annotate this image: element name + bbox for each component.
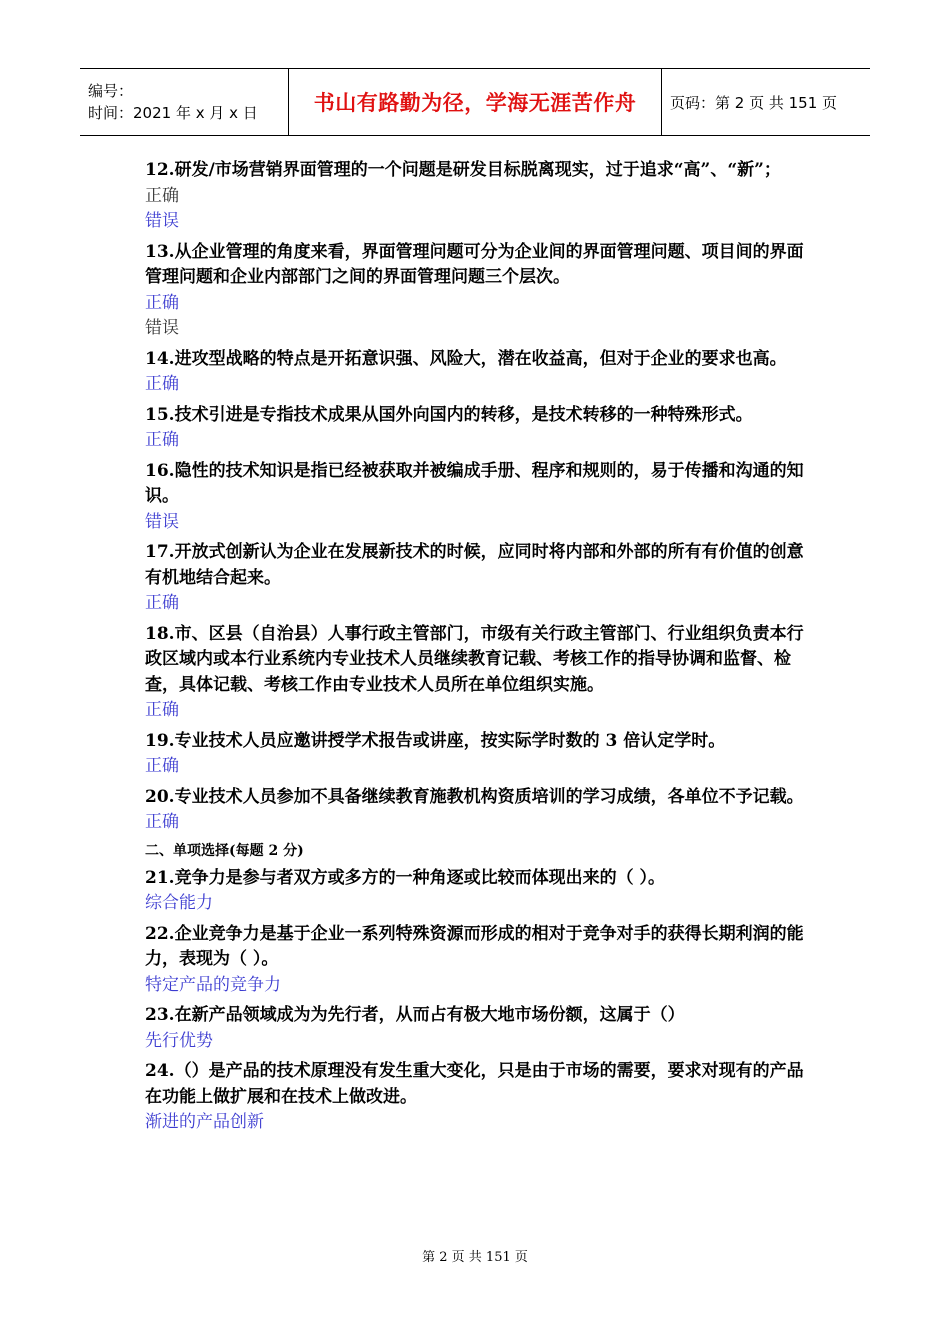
answer[interactable]: 渐进的产品创新 bbox=[145, 1112, 264, 1132]
answer[interactable]: 正确 bbox=[145, 756, 179, 776]
answer[interactable]: 先行优势 bbox=[145, 1030, 213, 1051]
question-text: 16.隐性的技术知识是指已经被获取并被编成手册、程序和规则的，易于传播和沟通的知识。 bbox=[145, 460, 804, 506]
header-meta bbox=[80, 69, 289, 136]
answer[interactable]: 正确 bbox=[145, 374, 179, 394]
question-item bbox=[145, 922, 810, 999]
question-item bbox=[145, 729, 810, 780]
option-correct[interactable]: 正确 bbox=[145, 185, 179, 206]
question-text: 15.技术引进是专指技术成果从国外向国内的转移，是技术转移的一种特殊形式。 bbox=[145, 404, 753, 425]
option-wrong[interactable]: 错误 bbox=[145, 318, 179, 338]
header-motto-cell bbox=[289, 69, 662, 136]
number-label: 编号： bbox=[88, 82, 134, 100]
page-label: 页码：第 2 页 共 151 页 bbox=[662, 69, 871, 136]
question-item bbox=[145, 540, 810, 617]
question-text: 21.竞争力是参与者双方或多方的一种角逐或比较而体现出来的（ ）。 bbox=[145, 867, 665, 888]
option-correct[interactable]: 正确 bbox=[145, 292, 179, 313]
question-item bbox=[145, 622, 810, 724]
question-item bbox=[145, 459, 810, 536]
question-item bbox=[145, 240, 810, 342]
motto: 书山有路勤为径，学海无涯苦作舟 bbox=[313, 91, 637, 115]
question-item bbox=[145, 866, 810, 917]
question-item bbox=[145, 1059, 810, 1136]
answer[interactable]: 正确 bbox=[145, 430, 179, 450]
option-wrong[interactable]: 错误 bbox=[145, 211, 179, 231]
answer[interactable]: 错误 bbox=[145, 511, 179, 532]
answer[interactable]: 特定产品的竞争力 bbox=[145, 974, 281, 995]
answer[interactable]: 正确 bbox=[145, 593, 179, 613]
question-text: 14.进攻型战略的特点是开拓意识强、风险大，潜在收益高，但对于企业的要求也高。 bbox=[145, 348, 787, 369]
question-text: 19.专业技术人员应邀讲授学术报告或讲座，按实际学时数的 3 倍认定学时。 bbox=[145, 730, 726, 751]
answer[interactable]: 正确 bbox=[145, 812, 179, 832]
question-item bbox=[145, 785, 810, 836]
question-text: 20.专业技术人员参加不具备继续教育施教机构资质培训的学习成绩，各单位不予记载。 bbox=[145, 786, 804, 807]
answer[interactable]: 正确 bbox=[145, 700, 179, 720]
question-item bbox=[145, 158, 810, 235]
question-text: 22.企业竞争力是基于企业一系列特殊资源而形成的相对于竞争对手的获得长期利润的能力，表现为（ ）。 bbox=[145, 923, 804, 969]
question-text: 17.开放式创新认为企业在发展新技术的时候，应同时将内部和外部的所有有价值的创意有机地结合起来。 bbox=[145, 542, 804, 588]
page-header bbox=[80, 68, 870, 136]
question-list bbox=[145, 158, 810, 1136]
answer[interactable]: 综合能力 bbox=[145, 893, 213, 913]
page-footer: 第 2 页 共 151 页 bbox=[422, 1250, 528, 1265]
question-text: 12.研发/市场营销界面管理的一个问题是研发目标脱离现实，过于追求“高”、“新”； bbox=[145, 160, 781, 180]
question-item bbox=[145, 1003, 810, 1054]
section-title: 二、单项选择(每题 2 分) bbox=[145, 842, 304, 859]
question-text: 18.市、区县（自治县）人事行政主管部门，市级有关行政主管部门、行业组织负责本行政区域内或本行业系统内专业技术人员继续教育记载、考核工作的指导协调和监督、检查，具体记载、考核工作由专业技术人员所在单位组织实施。 bbox=[145, 623, 804, 695]
question-item bbox=[145, 347, 810, 398]
time-label: 时间：2021 年 x 月 x 日 bbox=[88, 104, 258, 122]
question-text: 13.从企业管理的角度来看，界面管理问题可分为企业间的界面管理问题、项目间的界面管理问题和企业内部部门之间的界面管理问题三个层次。 bbox=[145, 241, 804, 287]
question-item bbox=[145, 403, 810, 454]
question-text: 24.（）是产品的技术原理没有发生重大变化，只是由于市场的需要，要求对现有的产品在功能上做扩展和在技术上做改进。 bbox=[145, 1061, 804, 1107]
question-text: 23.在新产品领域成为为先行者，从而占有极大地市场份额，这属于（） bbox=[145, 1005, 685, 1025]
